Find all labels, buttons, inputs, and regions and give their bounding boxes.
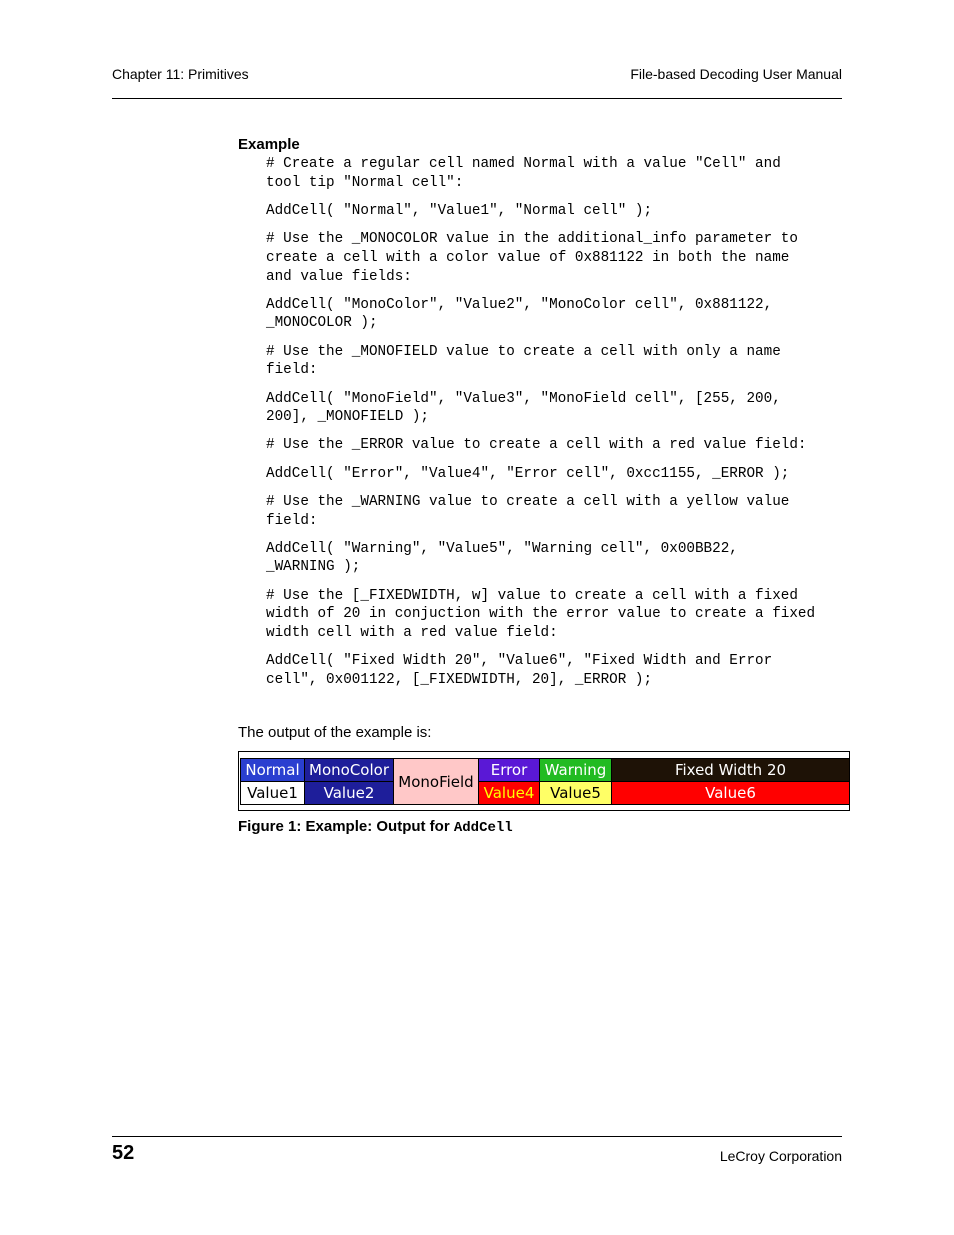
footer-company: LeCroy Corporation bbox=[719, 1148, 842, 1164]
header-rule bbox=[112, 98, 842, 99]
cell-warning-name: Warning bbox=[540, 759, 612, 782]
cell-monofield-name: MonoField bbox=[394, 759, 479, 805]
cell-normal-value: Value1 bbox=[241, 782, 305, 805]
code-addcell-fixedwidth: AddCell( "Fixed Width 20", "Value6", "Fixed Width and Error cell", 0x001122, [_FIXEDWIDTH, 20], _ERROR ); bbox=[266, 653, 773, 688]
code-comment-fixedwidth: # Use the [_FIXEDWIDTH, w] value to create a cell with a fixed width of 20 in conjuction with the error value to create a fixed width cell with a red value field: bbox=[266, 587, 816, 642]
code-comment-monocolor: # Use the _MONOCOLOR value in the additional_info parameter to create a cell with a color value of 0x881122 in both the name and value fields: bbox=[266, 231, 798, 285]
output-figure-table bbox=[240, 758, 850, 805]
figure-caption-code: AddCell bbox=[453, 820, 513, 836]
code-addcell-monocolor: AddCell( "MonoColor", "Value2", "MonoColor cell", 0x881122, _MONOCOLOR ); bbox=[266, 296, 773, 332]
code-addcell-error: AddCell( "Error", "Value4", "Error cell", 0xcc1155, _ERROR ); bbox=[266, 465, 790, 482]
cell-error-name: Error bbox=[479, 759, 540, 782]
code-comment-monofield: # Use the _MONOFIELD value to create a cell with only a name field: bbox=[266, 343, 781, 379]
code-addcell-normal: AddCell( "Normal", "Value1", "Normal cell" ); bbox=[266, 202, 653, 219]
header-chapter: Chapter 11: Primitives bbox=[112, 66, 249, 82]
header-manual-title: File-based Decoding User Manual bbox=[630, 66, 842, 82]
output-intro-text: The output of the example is: bbox=[238, 724, 432, 741]
page-number: 52 bbox=[112, 1142, 135, 1164]
code-comment-normal: # Create a regular cell named Normal with a value "Cell" and tool tip "Normal cell": bbox=[266, 156, 781, 191]
cell-monocolor-name: MonoColor bbox=[305, 759, 394, 782]
cell-fixed-width-name: Fixed Width 20 bbox=[612, 759, 850, 782]
cell-warning-value: Value5 bbox=[540, 782, 612, 805]
code-addcell-warning: AddCell( "Warning", "Value5", "Warning cell", 0x00BB22, _WARNING ); bbox=[266, 540, 738, 576]
code-example bbox=[266, 155, 856, 699]
cell-error-value: Value4 bbox=[479, 782, 540, 805]
cell-fixed-width-value: Value6 bbox=[612, 782, 850, 805]
cell-monocolor-value: Value2 bbox=[305, 782, 394, 805]
code-comment-error: # Use the _ERROR value to create a cell with a red value field: bbox=[266, 437, 807, 454]
code-addcell-monofield: AddCell( "MonoField", "Value3", "MonoField cell", [255, 200, 200], _MONOFIELD ); bbox=[266, 390, 781, 426]
cell-normal-name: Normal bbox=[241, 759, 305, 782]
figure-caption-text: Figure 1: Example: Output for bbox=[238, 818, 454, 835]
section-heading: Example bbox=[238, 136, 300, 153]
footer-rule bbox=[112, 1136, 842, 1137]
code-comment-warning: # Use the _WARNING value to create a cell with a yellow value field: bbox=[266, 493, 790, 529]
figure-caption bbox=[238, 818, 513, 836]
